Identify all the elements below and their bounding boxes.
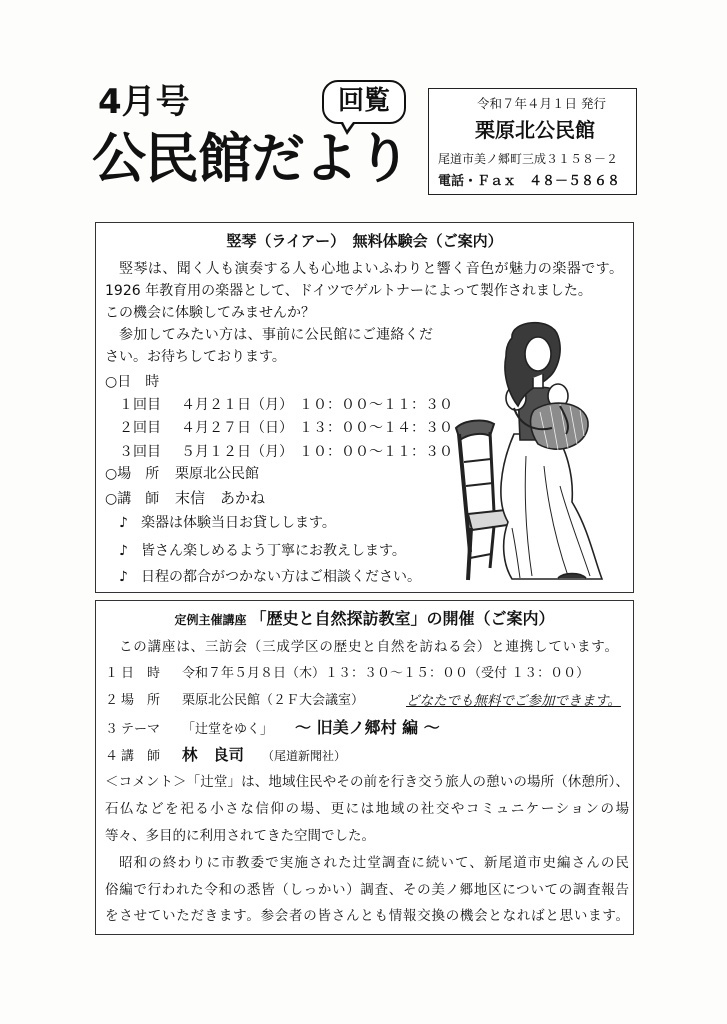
issue-label: 4月号: [98, 82, 190, 122]
course-title-prefix: 定例主催講座: [174, 613, 247, 627]
publisher-box: [428, 88, 637, 195]
lyre: [531, 403, 589, 449]
woman-playing-lyre-illustration: [440, 316, 605, 584]
course-item-lecturer: [105, 745, 346, 767]
note-text: 皆さん楽しめるよう丁寧にお教えします。: [141, 543, 406, 559]
report-line: 昭和の終わりに市教委で実施された辻堂調査に続いて、新尾道市史編さんの民: [119, 855, 629, 871]
session-date: ４月２１日（月）: [181, 397, 293, 413]
session-time: １３：００～１４：３０: [299, 420, 453, 436]
item-value: 栗原北公民館（２Ｆ大会議室）: [182, 693, 365, 708]
course-item-venue: [105, 691, 364, 711]
lecturer-affiliation: （尾道新聞社）: [262, 749, 347, 763]
lyre-description-line: 1926 年教育用の楽器として、ドイツでゲルトナーによって製作されました。: [105, 283, 592, 299]
session-label: ２回目: [119, 420, 161, 436]
session-date: ４月２７日（日）: [181, 420, 293, 436]
note-item: [119, 567, 421, 587]
comment-line: 石仏などを祀る小さな信仰の場、更には地域の社交やコミュニケーションの場: [105, 801, 629, 817]
report-line: 俗編で行われた令和の悉皆（しっかい）調査、その美ノ郷地区についての調査報告: [105, 882, 629, 898]
course-title-main: 「歴史と自然探訪教室」の開催（ご案内）: [250, 609, 555, 628]
item-value: 令和７年５月８日（木）１３：３０～１５：００（受付 １３：００）: [182, 666, 590, 681]
venue-label: ○場 所: [105, 466, 160, 482]
note-text: 楽器は体験当日お貸しします。: [141, 515, 336, 531]
lyre-description-line: この機会に体験してみませんか？: [105, 305, 315, 321]
venue-row: [105, 464, 259, 484]
note-item: [119, 513, 336, 533]
issue-date: 令和７年４月１日 発行: [477, 96, 606, 111]
history-course-title: [96, 609, 633, 630]
lyre-event-title: 竪琴（ライアー） 無料体験会（ご案内）: [226, 232, 503, 250]
instructor-row: [105, 488, 265, 509]
session-time: １０：００～１１：３０: [299, 397, 453, 413]
publisher-address: 尾道市美ノ郷町三成３１５８－２: [438, 152, 619, 166]
lyre-invitation-line: さい。お待ちしております。: [105, 349, 286, 365]
theme-subtitle: ～ 旧美ノ郷村 編 ～: [295, 718, 440, 737]
item-number: ３: [105, 722, 119, 737]
note-item: [119, 541, 406, 561]
free-admission-note: どなたでも無料でご参加できます。: [406, 693, 621, 709]
session-date: ５月１２日（月）: [181, 444, 293, 460]
venue-value: 栗原北公民館: [175, 466, 259, 482]
instructor-name: 末信 あかね: [175, 489, 266, 507]
report-line: をさせていただきます。参会者の皆さんとも情報交換の機会となればと思います。: [105, 908, 629, 924]
skirt: [501, 434, 602, 579]
instructor-label: ○講 師: [105, 491, 160, 507]
woman-figure: [501, 323, 602, 579]
history-course-section: [95, 600, 634, 935]
session-row: [119, 442, 453, 462]
session-time: １０：００～１１：３０: [299, 444, 453, 460]
course-intro: この講座は、三訪会（三成学区の歴史と自然を訪ねる会）と連携しています。: [119, 639, 618, 655]
newsletter-title: 公民館だより: [92, 127, 410, 190]
session-row: [119, 418, 453, 438]
music-note-icon: ♪: [119, 515, 128, 531]
item-label: テーマ: [121, 722, 161, 737]
lyre-description-line: 竪琴は、聞く人も演奏する人も心地よいふわりと響く音色が魅力の楽器です。: [119, 261, 623, 277]
session-row: [119, 395, 453, 415]
face: [525, 337, 551, 371]
item-number: ２: [105, 693, 119, 708]
music-note-icon: ♪: [119, 543, 128, 559]
note-text: 日程の都合がつかない方はご相談ください。: [141, 569, 421, 585]
music-note-icon: ♪: [119, 569, 128, 585]
circulation-badge: 回覧: [322, 80, 406, 124]
schedule-label: ○日 時: [105, 374, 160, 390]
item-number: ４: [105, 749, 119, 764]
item-label: 講 師: [121, 749, 161, 764]
session-label: ３回目: [119, 444, 161, 460]
publisher-contact: 電話・Ｆａｘ ４８－５８６８: [438, 174, 621, 189]
item-label: 日 時: [121, 666, 161, 681]
item-value: 「辻堂をゆく」: [182, 722, 274, 737]
lyre-invitation-line: 参加してみたい方は、事前に公民館にご連絡くだ: [119, 327, 433, 343]
item-number: １: [105, 666, 119, 681]
publisher-name: 栗原北公民館: [475, 118, 595, 142]
comment-line: 等々、多目的に利用されてきた空間でした。: [105, 828, 375, 844]
session-label: １回目: [119, 397, 161, 413]
course-item-date: [105, 664, 589, 684]
course-item-theme: [105, 718, 440, 740]
lecturer-name: 林 良司: [182, 746, 245, 764]
item-label: 場 所: [121, 693, 161, 708]
comment-line: ＜コメント＞「辻堂」は、地域住民やその前を行き交う旅人の憩いの場所（休憩所）、: [105, 774, 629, 790]
